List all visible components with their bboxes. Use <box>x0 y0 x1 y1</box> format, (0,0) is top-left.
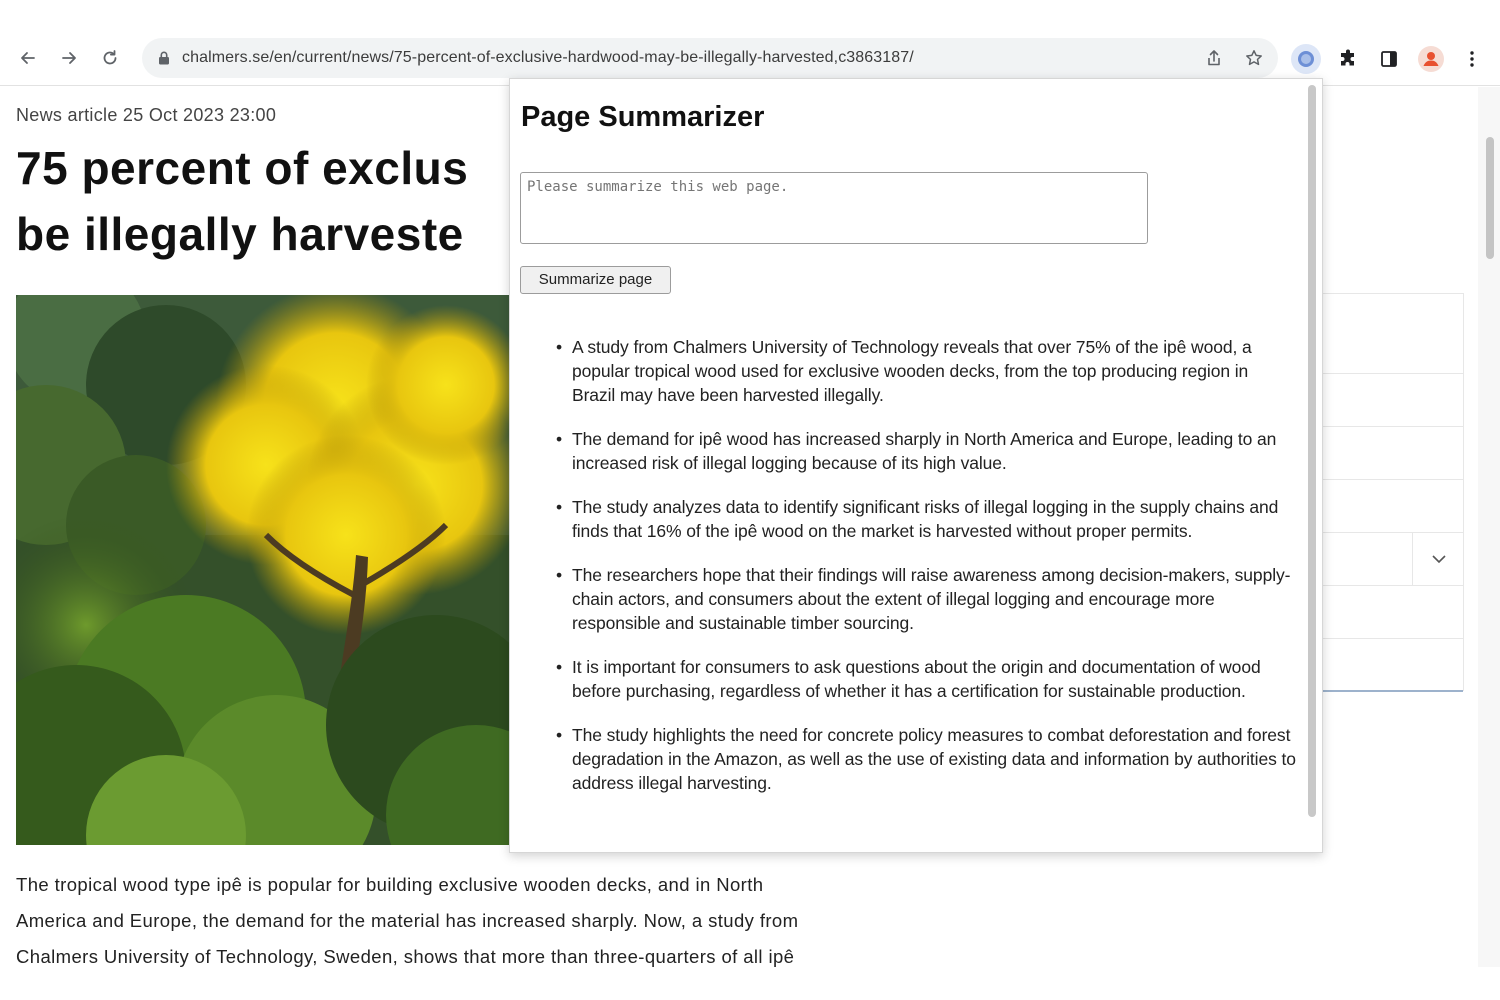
browser-menu-button[interactable] <box>1457 44 1487 74</box>
side-row-expandable[interactable] <box>1320 533 1463 586</box>
page-scrollbar-thumb[interactable] <box>1486 137 1494 259</box>
reload-button[interactable] <box>96 44 124 72</box>
prompt-input[interactable] <box>520 172 1148 244</box>
chevron-down-icon[interactable] <box>1412 533 1464 585</box>
body-line-3: Chalmers University of Technology, Sweden, shows that more than three-quarters of all ipê <box>16 946 795 967</box>
side-accordion <box>1320 293 1464 691</box>
summarizer-extension-button[interactable] <box>1291 44 1321 74</box>
body-line-2: America and Europe, the demand for the material has increased sharply. Now, a study from <box>16 910 799 931</box>
yellow-ipe-tree-image <box>16 295 510 845</box>
side-row[interactable] <box>1320 294 1463 374</box>
url-text[interactable]: chalmers.se/en/current/news/75-percent-of-exclusive-hardwood-may-be-illegally-harvested,c3863187/ <box>182 49 914 66</box>
profile-avatar-icon <box>1417 45 1445 73</box>
address-bar[interactable] <box>142 38 1278 78</box>
article-photo <box>16 295 510 845</box>
side-row[interactable] <box>1320 374 1463 427</box>
summary-item: • The demand for ipê wood has increased sharply in North America and Europe, leading to an increased risk of illegal logging because of its high value. <box>556 427 1296 475</box>
side-row[interactable] <box>1320 586 1463 639</box>
popup-title: Page Summarizer <box>521 101 765 133</box>
summary-item: • A study from Chalmers University of Technology reveals that over 75% of the ipê wood, a popular tropical wood used for exclusive wooden decks, from the top producing region in Brazil may have been harvested illegally. <box>556 335 1296 407</box>
extensions-button[interactable] <box>1333 44 1363 74</box>
side-panel-button[interactable] <box>1374 44 1404 74</box>
side-panel-icon <box>1379 49 1399 69</box>
headline-line-1: 75 percent of exclus <box>16 142 469 194</box>
summarizer-extension-icon <box>1296 49 1316 69</box>
profile-button[interactable] <box>1416 44 1446 74</box>
page-summarizer-popup <box>509 78 1323 853</box>
puzzle-icon <box>1338 49 1358 69</box>
side-row[interactable] <box>1320 427 1463 480</box>
body-line-1: The tropical wood type ipê is popular for building exclusive wooden decks, and in North <box>16 874 764 895</box>
lock-icon[interactable] <box>156 50 172 66</box>
article-body <box>16 867 996 967</box>
star-icon[interactable] <box>1244 48 1264 68</box>
browser-toolbar <box>0 0 1500 86</box>
popup-scrollbar-thumb[interactable] <box>1308 85 1316 817</box>
side-row[interactable] <box>1320 480 1463 533</box>
summary-item: • It is important for consumers to ask questions about the origin and documentation of wood before purchasing, regardless of whether it has a certification for sustainable production. <box>556 655 1296 703</box>
summary-item: • The study highlights the need for concrete policy measures to combat deforestation and forest degradation in the Amazon, as well as the use of existing data and information by authorities to address illegal harvesting. <box>556 723 1296 795</box>
summarize-page-button[interactable]: Summarize page <box>520 266 671 294</box>
arrow-right-icon <box>59 48 79 68</box>
back-button[interactable] <box>14 44 42 72</box>
summary-list <box>556 335 1296 815</box>
summary-item: • The researchers hope that their findings will raise awareness among decision-makers, supply-chain actors, and consumers about the extent of illegal logging and encourage more responsible and sustainable timber sourcing. <box>556 563 1296 635</box>
kebab-menu-icon <box>1462 49 1482 69</box>
summary-item: • The study analyzes data to identify significant risks of illegal logging in the supply chains and finds that 16% of the ipê wood on the market is harvested without proper permits. <box>556 495 1296 543</box>
reload-icon <box>100 48 120 68</box>
headline-line-2: be illegally harveste <box>16 208 464 260</box>
share-icon[interactable] <box>1204 48 1224 68</box>
forward-button[interactable] <box>55 44 83 72</box>
article-meta: News article 25 Oct 2023 23:00 <box>16 105 277 125</box>
side-row[interactable] <box>1320 639 1463 692</box>
arrow-left-icon <box>18 48 38 68</box>
